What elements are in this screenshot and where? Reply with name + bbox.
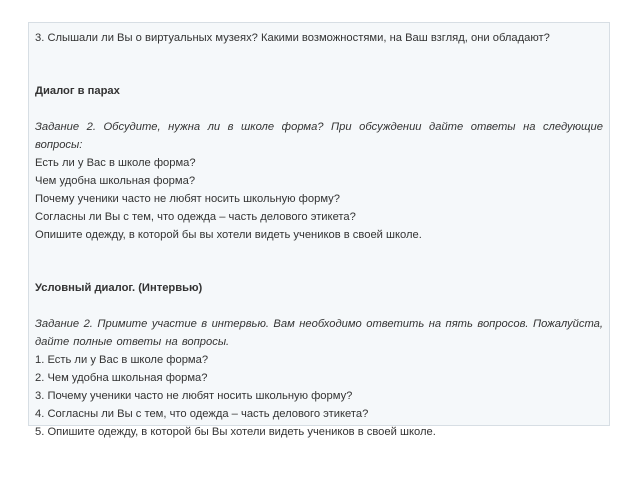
content-panel	[28, 22, 610, 438]
pairs-question: Есть ли у Вас в школе форма?	[35, 157, 196, 169]
interview-question: 1. Есть ли у Вас в школе форма?	[35, 354, 209, 366]
section-interview-task: Задание 2. Примите участие в интервью. Вам необходимо ответить на пять вопросов. Пожалуйста, дайте полные ответы на вопросы.	[35, 318, 603, 348]
interview-question: 5. Опишите одежду, в которой бы Вы хотели видеть учеников в своей школе.	[35, 426, 436, 438]
section-interview-title: Условный диалог. (Интервью)	[35, 282, 203, 294]
pairs-question: Чем удобна школьная форма?	[35, 175, 196, 187]
spacer	[35, 297, 603, 315]
spacer	[35, 244, 603, 279]
pairs-question: Почему ученики часто не любят носить школьную форму?	[35, 193, 340, 205]
pairs-question: Согласны ли Вы с тем, что одежда – часть делового этикета?	[35, 211, 356, 223]
interview-question: 4. Согласны ли Вы с тем, что одежда – часть делового этикета?	[35, 408, 369, 420]
intro-question: 3. Слышали ли Вы о виртуальных музеях? Какими возможностями, на Ваш взгляд, они обладают?	[35, 32, 550, 44]
pairs-question: Опишите одежду, в которой бы вы хотели видеть учеников в своей школе.	[35, 229, 422, 241]
interview-question: 3. Почему ученики часто не любят носить школьную форму?	[35, 390, 353, 402]
spacer	[35, 47, 603, 82]
section-pairs-title: Диалог в парах	[35, 85, 120, 97]
section-pairs-task: Задание 2. Обсудите, нужна ли в школе форма? При обсуждении дайте ответы на следующие вопросы:	[35, 121, 603, 151]
spacer	[35, 100, 603, 118]
interview-question: 2. Чем удобна школьная форма?	[35, 372, 208, 384]
